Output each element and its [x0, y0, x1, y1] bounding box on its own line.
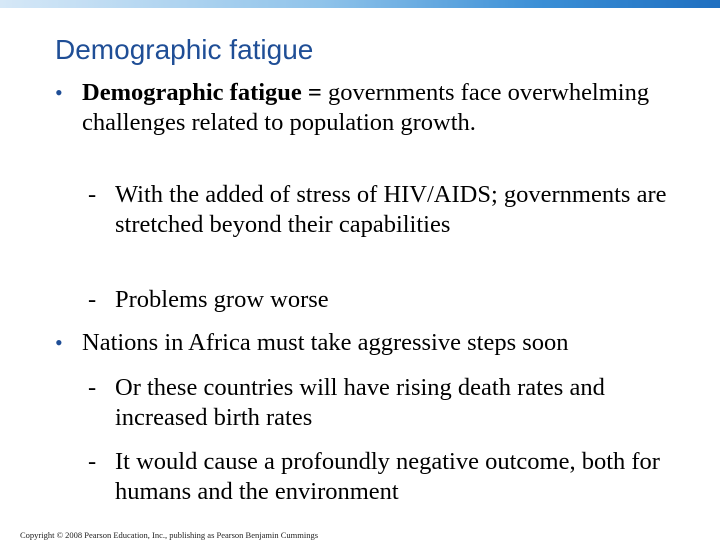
bullet-text: Nations in Africa must take aggressive steps soon [82, 329, 569, 356]
bullet-term: Demographic fatigue = [82, 79, 322, 106]
sub-text: With the added of stress of HIV/AIDS; governments are stretched beyond their capabilities [115, 181, 667, 238]
header-accent-bar [0, 0, 720, 8]
bullet-item-demographic-fatigue [55, 78, 675, 138]
bullet-item-africa [55, 328, 675, 358]
copyright-notice: Copyright © 2008 Pearson Education, Inc., publishing as Pearson Benjamin Cummings [20, 530, 319, 540]
sub-marker: - [88, 286, 97, 313]
sub-text: It would cause a profoundly negative outcome, both for humans and the environment [115, 448, 660, 505]
sub-text: Or these countries will have rising death rates and increased birth rates [115, 374, 605, 431]
sub-text: Problems grow worse [115, 286, 329, 313]
slide-title: Demographic fatigue [55, 34, 314, 65]
bullet-text [82, 78, 675, 138]
sub-marker: - [88, 448, 97, 475]
sub-item-problems [88, 285, 668, 315]
sub-marker: - [88, 181, 97, 208]
sub-item-hiv-aids [88, 180, 668, 240]
sub-item-death-rates [88, 373, 668, 433]
sub-marker: - [88, 374, 97, 401]
bullet-marker: • [55, 80, 63, 105]
bullet-definition: governments face overwhelming challenges related to population growth. [82, 79, 650, 136]
bullet-marker: • [55, 330, 63, 355]
sub-item-negative-outcome [88, 447, 668, 507]
